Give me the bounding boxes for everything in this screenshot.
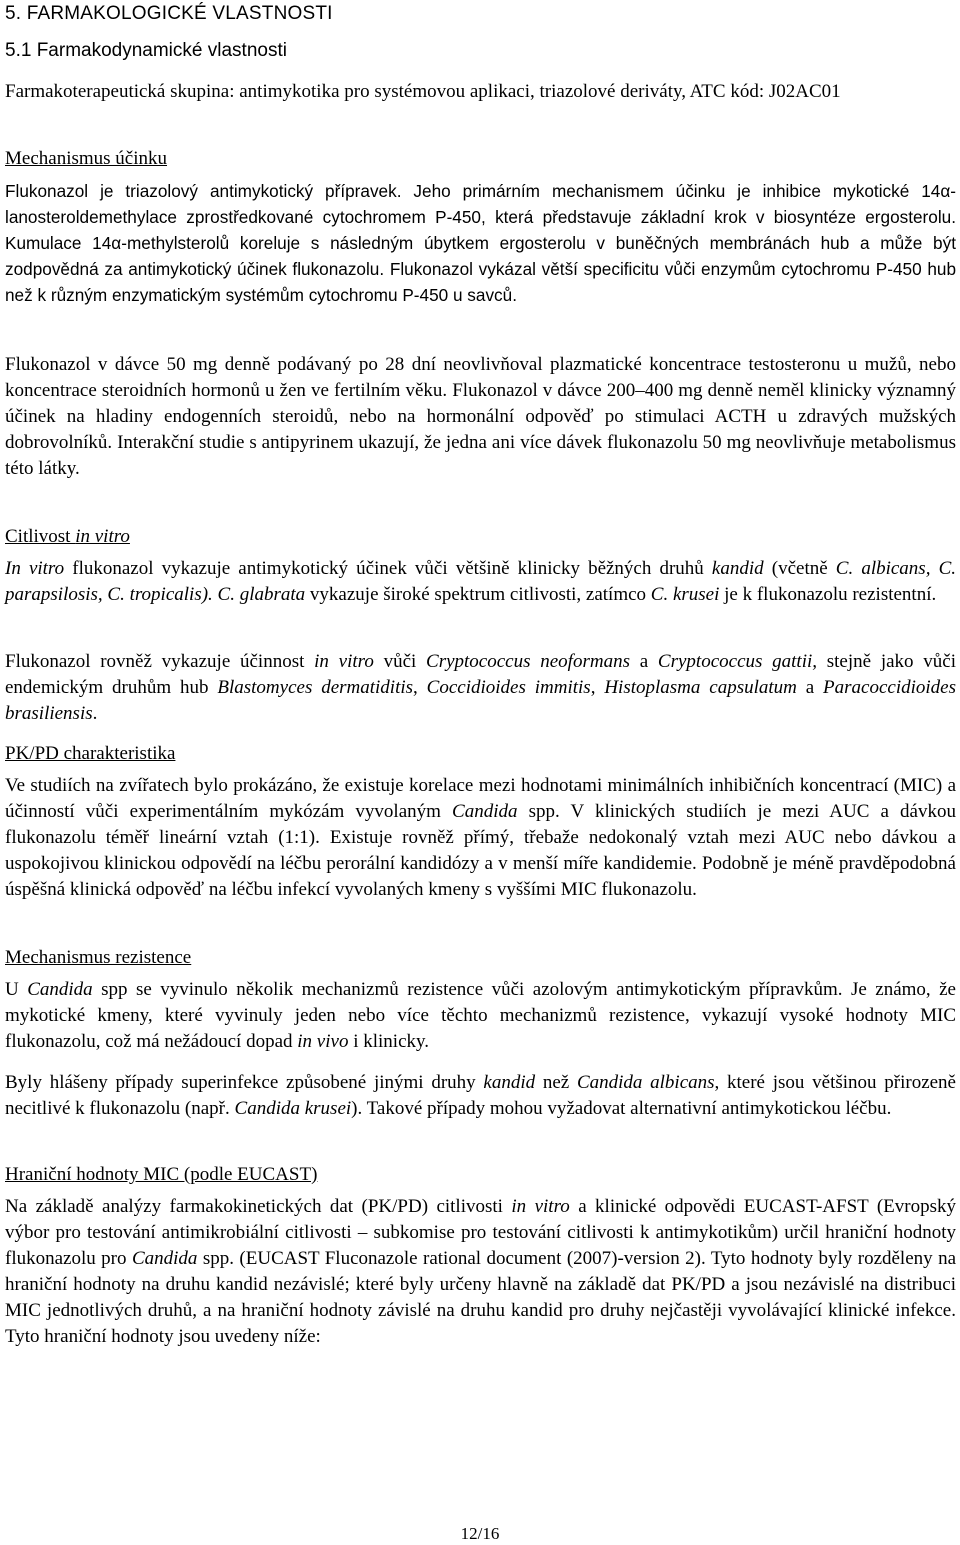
in-vitro-p1-s2: flukonazol vykazuje antimykotický účinek vůči většině klinicky běžných druhů [64,558,712,579]
in-vitro-p2-s1: Flukonazol rovněž vykazuje účinnost [5,651,315,672]
pkpd-s2: Candida [452,801,518,822]
in-vitro-p1-s6: vykazuje široké spektrum citlivosti, zatímco [305,584,651,605]
in-vitro-p2-s8: Blastomyces dermatiditis [217,677,414,698]
in-vitro-p2-s12: Histoplasma capsulatum [604,677,797,698]
breakpoints-s4: Candida [131,1248,198,1269]
in-vitro-p2-s14: Paracoccidioides brasiliensis [5,677,957,724]
breakpoints-paragraph [5,1194,956,1350]
in-vitro-p1-s1: In vitro [5,558,65,579]
in-vitro-p2-s2: in vitro [314,651,374,672]
section-title: 5. FARMAKOLOGICKÉ VLASTNOSTI [5,3,333,24]
in-vitro-heading [5,524,130,550]
mechanism-heading: Mechanismus účinku [5,148,168,169]
in-vitro-p2-s10: Coccidioides immitis [426,677,591,698]
breakpoints-s1: Na základě analýzy farmakokinetických dat (PK/PD) citlivosti [5,1196,512,1217]
in-vitro-p1-s4: (včetně [763,558,836,579]
resistance-p2-s6: Candida krusei [234,1098,352,1119]
in-vitro-p1-s5: C. albicans, C. parapsilosis, C. tropicalis). C. glabrata [5,558,956,605]
in-vitro-p2-s7: stejně jako vůči endemickým druhům hub [5,651,956,698]
in-vitro-p2-s15: . [92,703,98,724]
in-vitro-p2-s6: Cryptococcus gattii, [657,651,818,672]
in-vitro-p2-s4: Cryptococcus neoformans [426,651,630,672]
in-vitro-p2-s5: a [629,651,658,672]
pkpd-s3: spp. V klinických studiích je mezi AUC a dávkou flukonazolu téměř lineární vztah (1:1). Existuje rovněž přímý, třebaže nedokonalý vztah mezi AUC nebo dávkou a uspokojivou klinickou odpovědí na léčbu perorální kandidózy a v menší míře kandidemie. Podobně je méně pravděpodobná úspěšná klinická odpověď na léčbu infekcí vyvolaných kmeny s vyššími MIC flukonazolu. [5,801,956,900]
resistance-p2-s3: než [535,1072,577,1093]
resistance-p1-s2: Candida [27,979,93,1000]
resistance-p2-s1: Byly hlášeny případy superinfekce způsobené jinými druhy [5,1072,484,1093]
page-number: 12/16 [460,1524,500,1543]
breakpoints-s2: in vitro [511,1196,570,1217]
resistance-p2-s4: Candida albicans [576,1072,715,1093]
subsection-title: 5.1 Farmakodynamické vlastnosti [5,40,287,61]
breakpoints-s3: a klinické odpovědi EUCAST-AFST (Evropský výbor pro testování antimikrobiální citlivosti – subkomise pro testování citlivosti k antimykotikům) určil hraniční hodnoty flukonazolu pro [5,1196,956,1269]
resistance-heading: Mechanismus rezistence [5,947,192,968]
pkpd-paragraph [5,773,956,903]
pkpd-heading: PK/PD charakteristika [5,743,176,764]
resistance-p2-s7: ). Takové případy mohou vyžadovat alternativní antimykotickou léčbu. [351,1098,892,1119]
in-vitro-heading-text: Citlivost [5,526,76,547]
in-vitro-heading-italic: in vitro [75,526,130,547]
in-vitro-p1-s7: C. krusei [650,584,720,605]
resistance-p1-s3: spp se vyvinulo několik mechanizmů rezistence vůči azolovým antimykotickým přípravkům. Je známo, že mykotické kmeny, které vyvinuly jeden nebo více těchto mechanizmů rezistence, vykazují vysoké hodnoty MIC flukonazolu, což má nežádoucí dopad [5,979,956,1052]
breakpoints-s5: spp. (EUCAST Fluconazole rational document (2007)-version 2). Tyto hodnoty byly rozděleny na hraniční hodnoty na druhu kandid nezávislé; které byly určeny hlavně na základě dat PK/PD a jsou nezávislé na distribuci MIC jednotlivých druhů, a na hraniční hodnoty závislé na druhu kandid pro druhy nejčastěji vyvolávající klinické infekce. Tyto hraniční hodnoty jsou uvedeny níže: [5,1248,957,1347]
in-vitro-p1-s3: kandid [711,558,764,579]
in-vitro-paragraph-1 [5,556,956,608]
breakpoints-heading: Hraniční hodnoty MIC (podle EUCAST) [5,1164,318,1185]
in-vitro-p2-s13: a [796,677,824,698]
resistance-p1-s1: U [5,979,28,1000]
resistance-paragraph-2 [5,1070,956,1122]
pkpd-s1: Ve studiích na zvířatech bylo prokázáno, že existuje korelace mezi hodnotami minimálních inhibičních koncentrací (MIC) a účinností vůči experimentálním mykózám vyvolaným [5,775,956,822]
in-vitro-paragraph-2 [5,649,956,727]
in-vitro-p2-s9: , [413,677,427,698]
in-vitro-p1-s8: je k flukonazolu rezistentní. [719,584,937,605]
resistance-p2-s5: , které jsou většinou přirozeně necitlivé k flukonazolu (např. [5,1072,956,1119]
in-vitro-p2-s3: vůči [373,651,427,672]
resistance-p2-s2: kandid [483,1072,536,1093]
atc-paragraph: Farmakoterapeutická skupina: antimykotika pro systémovou aplikaci, triazolové deriváty, ATC kód: J02AC01 [5,81,841,102]
in-vitro-p2-s11: , [590,677,605,698]
mechanism-paragraph: Flukonazol je triazolový antimykotický přípravek. Jeho primárním mechanismem účinku je inhibice mykotické 14α-lanosteroldemethylace zprostředkované cytochromem P-450, která představuje základní krok v biosyntéze ergosterolu. Kumulace 14α-methylsterolů koreluje s následným úbytkem ergosterolu v buněčných membránách hub a může být zodpovědná za antimykotický účinek flukonazolu. Flukonazol vykázal větší specificitu vůči enzymům cytochromu P-450 hub než k různým enzymatickým systémům cytochromu P-450 u savců. [5,181,956,305]
resistance-paragraph-1 [5,977,956,1055]
resistance-p1-s5: i klinicky. [348,1031,430,1052]
resistance-p1-s4: in vivo [297,1031,349,1052]
hormone-paragraph: Flukonazol v dávce 50 mg denně podávaný po 28 dní neovlivňoval plazmatické koncentrace testosteronu u mužů, nebo koncentrace steroidních hormonů u žen ve fertilním věku. Flukonazol v dávce 200–400 mg denně neměl klinicky významný účinek na hladiny endogenních steroidů, nebo na hormonální odpověď po stimulaci ACTH u zdravých mužských dobrovolníků. Interakční studie s antipyrinem ukazují, že jedna ani více dávek flukonazolu 50 mg neovlivňuje metabolismus této látky. [5,354,956,479]
